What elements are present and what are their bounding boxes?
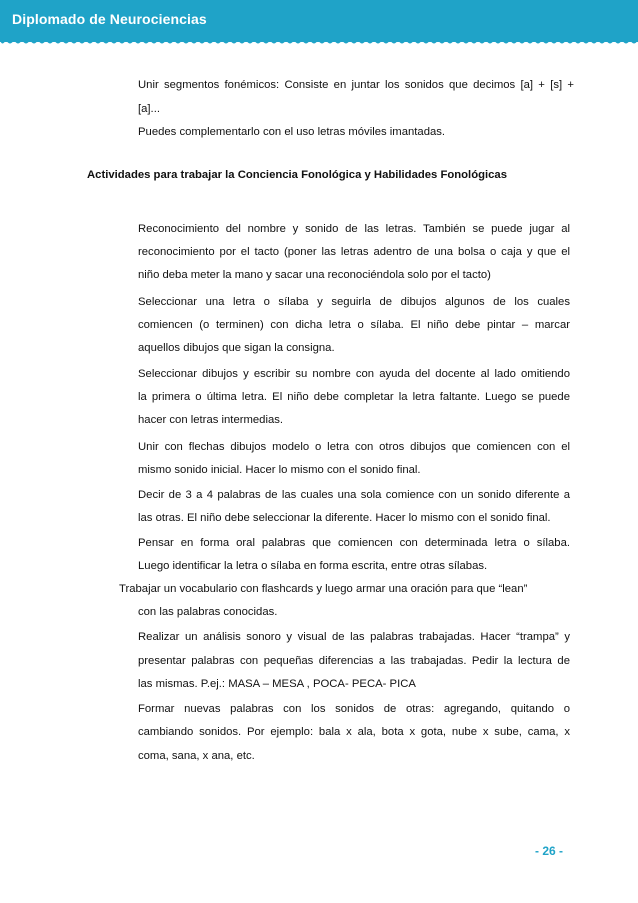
activity-9-line-1: Formar nuevas palabras con los sonidos de otras: agregando, quitando o bbox=[138, 703, 570, 715]
activity-6-line-1: Pensar en forma oral palabras que comiencen con determinada letra o sílaba. bbox=[138, 537, 570, 549]
activity-3-line-3: hacer con letras intermedias. bbox=[138, 414, 284, 426]
activity-2-line-3: aquellos dibujos que sigan la consigna. bbox=[138, 342, 335, 354]
activity-5-line-1: Decir de 3 a 4 palabras de las cuales una sola comience con un sonido diferente a bbox=[138, 489, 570, 501]
activity-6-line-2: Luego identificar la letra o sílaba en forma escrita, entre otras sílabas. bbox=[138, 560, 488, 572]
activity-4-line-2: mismo sonido inicial. Hacer lo mismo con el sonido final. bbox=[138, 464, 421, 476]
intro-line-2: [a]... bbox=[138, 103, 160, 115]
header-title: Diplomado de Neurociencias bbox=[12, 11, 207, 27]
intro-line-3: Puedes complementarlo con el uso letras móviles imantadas. bbox=[138, 126, 446, 138]
activity-5-line-2: las otras. El niño debe seleccionar la diferente. Hacer lo mismo con el sonido final. bbox=[138, 512, 551, 524]
activity-8-line-1: Realizar un análisis sonoro y visual de las palabras trabajadas. Hacer “trampa” y bbox=[138, 631, 570, 643]
activity-8-line-3: las mismas. P.ej.: MASA – MESA , POCA- PECA- PICA bbox=[138, 678, 416, 690]
activity-2-line-2: comiencen (o terminen) con dicha letra o sílaba. El niño debe pintar – marcar bbox=[138, 319, 570, 331]
activity-7-line-1: Trabajar un vocabulario con flashcards y luego armar una oración para que “lean” bbox=[119, 583, 528, 595]
activity-7-line-2: con las palabras conocidas. bbox=[138, 606, 278, 618]
activity-1-line-2: reconocimiento por el tacto (poner las letras adentro de una bolsa o caja y que el bbox=[138, 246, 570, 258]
activity-9-line-2: cambiando sonidos. Por ejemplo: bala x ala, bota x gota, nube x sube, cama, x bbox=[138, 726, 570, 738]
activity-1-line-3: niño deba meter la mano y sacar una reconociéndola solo por el tacto) bbox=[138, 269, 491, 281]
activity-2-line-1: Seleccionar una letra o sílaba y seguirla de dibujos algunos de los cuales bbox=[138, 296, 570, 308]
header-wave-border bbox=[0, 38, 638, 48]
activity-3-line-1: Seleccionar dibujos y escribir su nombre con ayuda del docente al lado omitiendo bbox=[138, 368, 570, 380]
intro-line-1: Unir segmentos fonémicos: Consiste en juntar los sonidos que decimos [a] + [s] + bbox=[138, 79, 574, 91]
activity-1-line-1: Reconocimiento del nombre y sonido de las letras. También se puede jugar al bbox=[138, 223, 570, 235]
activity-8-line-2: presentar palabras con pequeñas diferencias a las trabajadas. Pedir la lectura de bbox=[138, 655, 570, 667]
section-heading: Actividades para trabajar la Conciencia Fonológica y Habilidades Fonológicas bbox=[87, 169, 507, 181]
page-number: - 26 - bbox=[535, 844, 564, 858]
activity-3-line-2: la primera o última letra. El niño debe completar la letra faltante. Luego se puede bbox=[138, 391, 570, 403]
activity-4-line-1: Unir con flechas dibujos modelo o letra con otros dibujos que comiencen con el bbox=[138, 441, 570, 453]
activity-9-line-3: coma, sana, x ana, etc. bbox=[138, 750, 255, 762]
page-header bbox=[0, 0, 638, 42]
